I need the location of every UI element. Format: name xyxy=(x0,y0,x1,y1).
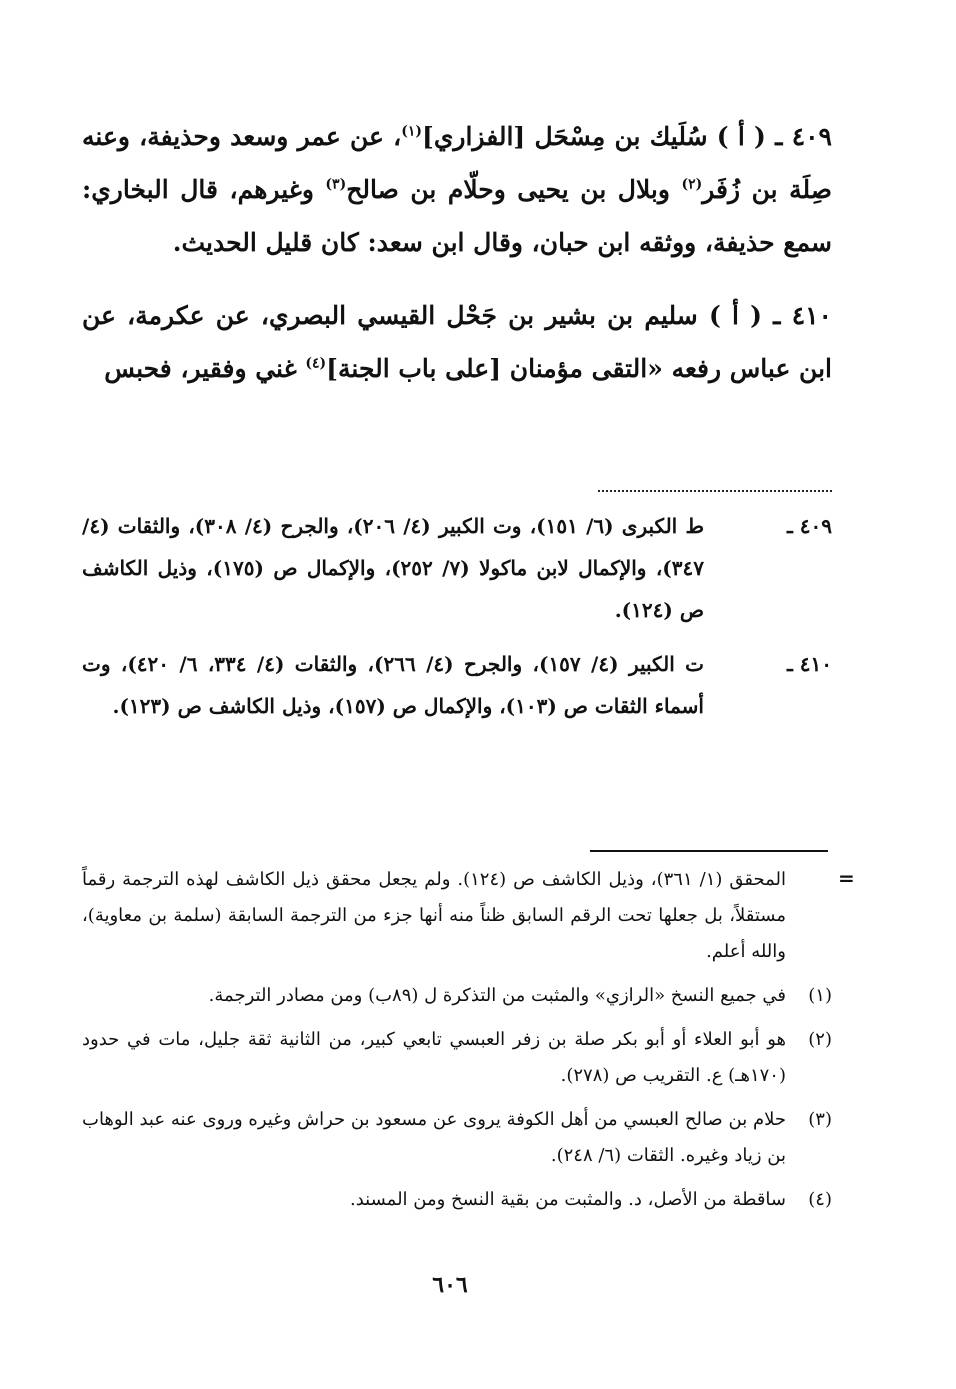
footnote-ref: (٢) xyxy=(681,176,703,193)
footnote-continuation xyxy=(82,862,832,970)
source-410 xyxy=(82,643,832,727)
continuation-mark: = xyxy=(838,866,855,890)
footnote-2 xyxy=(82,1022,832,1094)
entry-text: ( أ ) سليم بن بشير بن جَحْل القيسي البصري، عن عكرمة، عن ابن عباس رفعه «التقى مؤمنان [على باب الجنة] xyxy=(82,301,832,383)
entry-text: وبلال بن يحيى وحلّام بن صالح xyxy=(346,175,682,204)
source-number: ٤٠٩ ـ xyxy=(786,514,832,538)
sources-section xyxy=(82,505,832,739)
page-number: ٦٠٦ xyxy=(432,1272,468,1298)
footnote-ref: (٣) xyxy=(325,176,347,193)
source-number: ٤١٠ ـ xyxy=(786,652,832,676)
footnote-3 xyxy=(82,1102,832,1174)
footnote-text: المحقق (١/ ٣٦١)، وذيل الكاشف ص (١٢٤). ولم يجعل محقق ذيل الكاشف لهذه الترجمة رقماً مستقلاً، بل جعلها تحت الرقم السابق ظناً منه أنها جزء من الترجمة السابقة (سلمة بن معاوية)، والله أعلم. xyxy=(82,869,786,962)
entry-text: غني وفقير، فحبس xyxy=(104,354,306,383)
footnote-number: (٤) xyxy=(808,1189,832,1210)
footnote-ref: (٤) xyxy=(305,355,327,372)
footnote-ref: (١) xyxy=(401,123,423,140)
footnote-text: هو أبو العلاء أو أبو بكر صلة بن زفر العبسي تابعي كبير، من الثانية ثقة جليل، مات في حدود (١٧٠هـ) ع. التقريب ص (٢٧٨). xyxy=(82,1029,786,1086)
footnote-number: (٣) xyxy=(808,1109,832,1130)
footnote-1 xyxy=(82,978,832,1014)
footnote-text: في جميع النسخ «الرازي» والمثبت من التذكرة ل (٨٩ب) ومن مصادر الترجمة. xyxy=(208,985,786,1006)
source-409 xyxy=(82,505,832,631)
entry-410 xyxy=(82,289,832,395)
entry-number: ٤١٠ ـ xyxy=(773,301,832,330)
footnote-number: (٢) xyxy=(808,1029,832,1050)
footnote-number: (١) xyxy=(808,985,832,1006)
footnote-text: حلام بن صالح العبسي من أهل الكوفة يروى عن مسعود بن حراش وغيره وروى عنه عبد الوهاب بن زياد وغيره. الثقات (٦/ ٢٤٨). xyxy=(82,1109,786,1166)
entry-409 xyxy=(82,110,832,269)
footnote-text: ساقطة من الأصل، د. والمثبت من بقية النسخ ومن المسند. xyxy=(350,1189,786,1210)
dotted-separator xyxy=(598,490,832,492)
main-text xyxy=(82,110,832,415)
entry-text: ( أ ) سُلَيك بن مِسْحَل [الفزاري] xyxy=(422,122,776,151)
footnote-4 xyxy=(82,1182,832,1218)
entry-text: ، عن عمر وسعد وحذيفة، وعنه صِلَة بن زُفَر xyxy=(82,122,833,204)
footnotes-section xyxy=(82,862,832,1226)
source-text: ت الكبير (٤/ ١٥٧)، والجرح (٤/ ٢٦٦)، والثقات (٤/ ٣٣٤، ٦/ ٤٢٠)، وت أسماء الثقات ص (١٠٣)، والإكمال ص (١٥٧)، وذيل الكاشف ص (١٢٣). xyxy=(82,652,704,718)
footnote-rule xyxy=(590,850,828,852)
entry-text: وغيرهم، قال البخاري: سمع حذيفة، ووثقه ابن حبان، وقال ابن سعد: كان قليل الحديث. xyxy=(82,175,832,257)
entry-number: ٤٠٩ ـ xyxy=(775,122,832,151)
source-text: ط الكبرى (٦/ ١٥١)، وت الكبير (٤/ ٢٠٦)، والجرح (٤/ ٣٠٨)، والثقات (٤/ ٣٤٧)، والإكمال لابن ماكولا (٧/ ٢٥٢)، والإكمال ص (١٧٥)، وذيل الكاشف ص (١٢٤). xyxy=(82,514,705,622)
